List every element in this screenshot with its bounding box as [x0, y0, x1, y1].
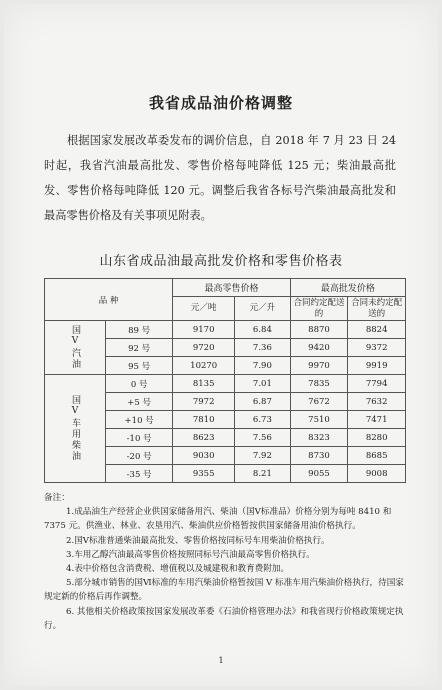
wholesale-no-contract-cell: 9372: [348, 339, 406, 357]
wholesale-contract-cell: 8870: [290, 321, 348, 339]
header-yuan-liter: 元／升: [235, 297, 291, 321]
price-liter-cell: 7.92: [235, 447, 291, 465]
wholesale-contract-cell: 7672: [290, 393, 348, 411]
wholesale-no-contract-cell: 8280: [348, 429, 406, 447]
note-item: 6. 其他相关价格政策按国家发展改革委《石油价格管理办法》和我省现行价格政策规定执行。: [44, 606, 404, 631]
grade-cell: +10 号: [106, 411, 173, 429]
note-item: 2.国Ⅴ标准普通柴油最高批发、零售价格按同标号车用柴油价格执行。: [66, 535, 330, 546]
table-row: [45, 321, 406, 339]
page-title: 我省成品油价格调整: [148, 94, 293, 112]
price-liter-cell: 7.56: [235, 429, 291, 447]
wholesale-contract-cell: 7835: [290, 375, 348, 393]
price-liter-cell: 7.90: [235, 357, 291, 375]
header-contract: 合同约定配送的: [290, 297, 348, 321]
diesel-group-label: 国V车用柴油: [45, 375, 106, 483]
price-ton-cell: 9170: [173, 321, 235, 339]
price-ton-cell: 8623: [173, 429, 235, 447]
price-liter-cell: 8.21: [235, 465, 291, 483]
wholesale-no-contract-cell: 7632: [348, 393, 406, 411]
wholesale-no-contract-cell: 9919: [348, 357, 406, 375]
wholesale-no-contract-cell: 7794: [348, 375, 406, 393]
wholesale-contract-cell: 7510: [290, 411, 348, 429]
price-liter-cell: 7.36: [235, 339, 291, 357]
grade-cell: -35 号: [106, 465, 173, 483]
note-item: 5.部分城市销售的国Ⅵ标准的车用汽柴油价格暂按国 V 标准车用汽柴油价格执行，待国家规定新的价格后再作调整。: [44, 578, 404, 603]
grade-cell: 89 号: [106, 321, 173, 339]
price-liter-cell: 7.01: [235, 375, 291, 393]
wholesale-no-contract-cell: 8685: [348, 447, 406, 465]
price-liter-cell: 6.73: [235, 411, 291, 429]
header-no-contract: 合同未约定配送的: [348, 297, 406, 321]
grade-cell: -20 号: [106, 447, 173, 465]
notes-label: 备注：: [44, 493, 70, 503]
wholesale-contract-cell: 9055: [290, 465, 348, 483]
notes-section: [44, 491, 406, 633]
grade-cell: 95 号: [106, 357, 173, 375]
announcement-paragraph: 根据国家发展改革委发布的调价信息，自 2018 年 7 月 23 日 24 时起，我省汽油最高批发、零售价格每吨降低 125 元；柴油最高批发、零售价格每吨降低 120 元。调整后我省各标号汽柴油最高批发和最高零售价格及有关事项见附表。: [44, 134, 396, 222]
price-ton-cell: 7810: [173, 411, 235, 429]
grade-cell: +5 号: [106, 393, 173, 411]
price-ton-cell: 9030: [173, 447, 235, 465]
grade-cell: -10 号: [106, 429, 173, 447]
header-retail: 最高零售价格: [173, 279, 290, 297]
header-wholesale: 最高批发价格: [290, 279, 405, 297]
gasoline-group-label: 国V汽油: [45, 321, 106, 375]
note-item: 3.车用乙醇汽油最高零售价格按照同标号汽油最高零售价格执行。: [66, 549, 315, 560]
table-row: [45, 375, 406, 393]
wholesale-contract-cell: 8730: [290, 447, 348, 465]
price-ton-cell: 10270: [173, 357, 235, 375]
header-row-1: [45, 279, 406, 297]
price-liter-cell: 6.87: [235, 393, 291, 411]
wholesale-contract-cell: 9420: [290, 339, 348, 357]
wholesale-contract-cell: 8323: [290, 429, 348, 447]
table-title: 山东省成品油最高批发价格和零售价格表: [99, 254, 343, 269]
grade-cell: 0 号: [106, 375, 173, 393]
price-ton-cell: 9355: [173, 465, 235, 483]
price-ton-cell: 9720: [173, 339, 235, 357]
page-number: 1: [218, 656, 224, 665]
price-table: [44, 278, 406, 483]
wholesale-no-contract-cell: 7471: [348, 411, 406, 429]
wholesale-no-contract-cell: 9008: [348, 465, 406, 483]
price-ton-cell: 7972: [173, 393, 235, 411]
grade-cell: 92 号: [106, 339, 173, 357]
price-ton-cell: 8135: [173, 375, 235, 393]
header-variety: 品 种: [45, 279, 173, 321]
header-yuan-ton: 元／吨: [173, 297, 235, 321]
wholesale-contract-cell: 9970: [290, 357, 348, 375]
note-item: 4.表中价格包含消费税、增值税以及城建税和教育费附加。: [66, 564, 290, 575]
note-item: 1.成品油生产经营企业供国家储备用汽、柴油（国V标准品）价格分别为每吨 8410 和 7375 元。供渔业、林业、农垦用汽、柴油供应价格暂按供国家储备用油价格执行。: [44, 507, 392, 532]
wholesale-no-contract-cell: 8824: [348, 321, 406, 339]
price-liter-cell: 6.84: [235, 321, 291, 339]
